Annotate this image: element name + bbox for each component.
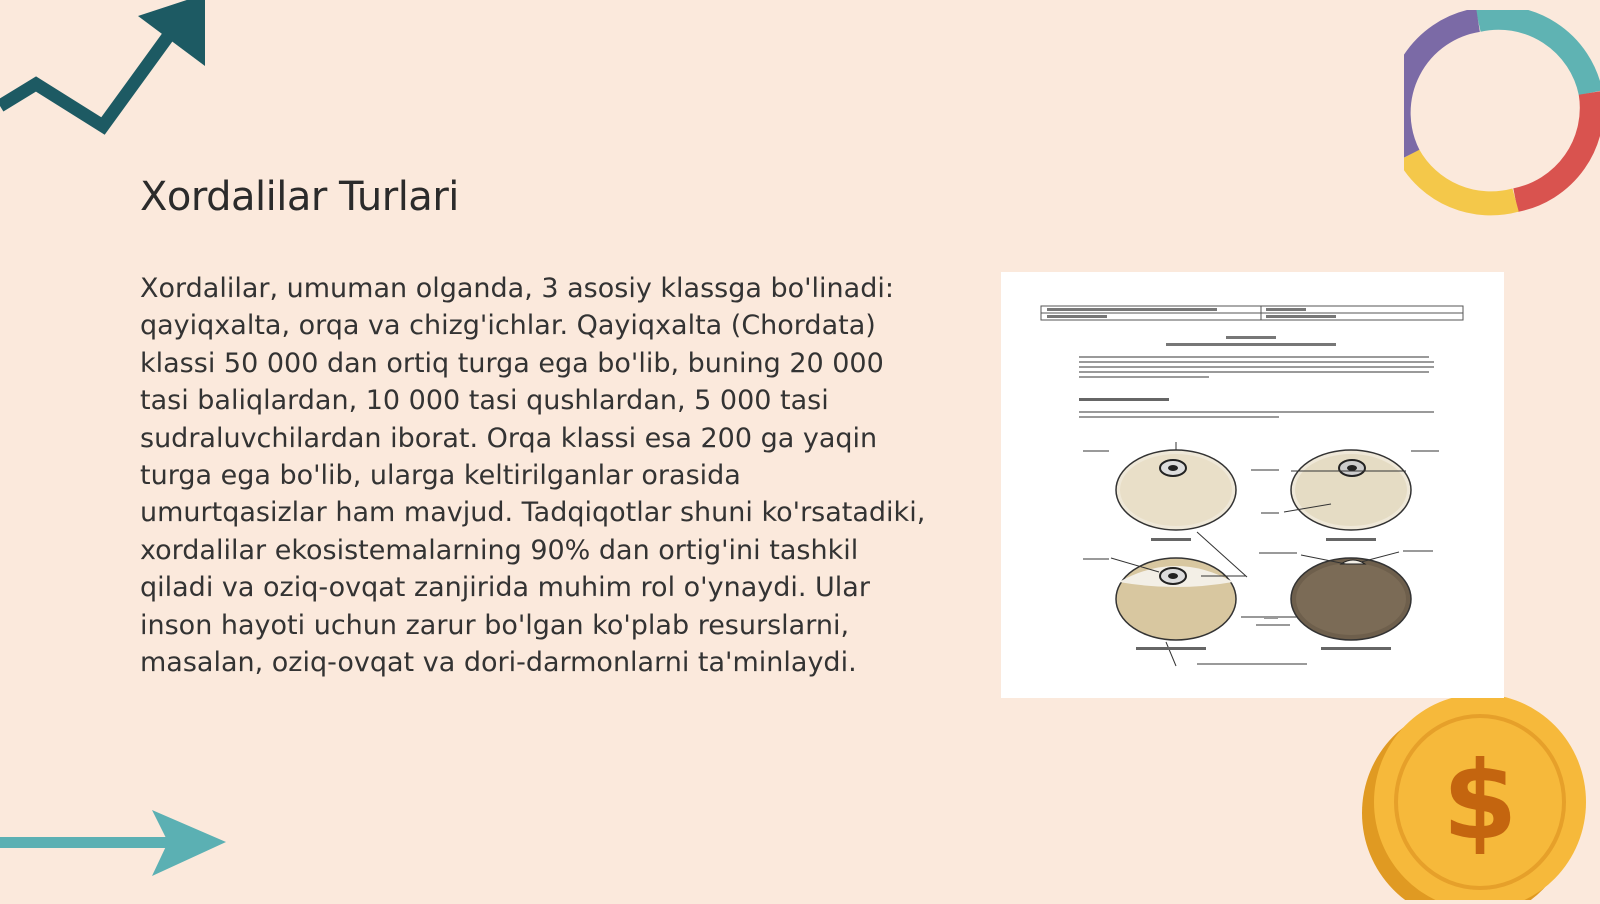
- egg-diagram-a: [1116, 442, 1236, 530]
- dollar-coin-icon: [1358, 695, 1600, 900]
- egg-diagram-c: [1111, 532, 1247, 666]
- worksheet-image: [1001, 272, 1504, 698]
- trend-up-arrow-icon: [0, 0, 215, 140]
- slide-title: Xordalilar Turlari: [140, 174, 459, 220]
- egg-diagram-d: [1241, 552, 1411, 640]
- coin-dollar-sign: $: [1442, 739, 1518, 864]
- slide-body-text: Xordalilar, umuman olganda, 3 asosiy klassga bo'linadi: qayiqxalta, orqa va chizg'ichlar. Qayiqxalta (Chordata) klassi 50 000 dan ortiq turga ega bo'lib, buning 20 000 tasi baliqlardan, 10 000 tasi qushlardan, 5 000 tasi sudraluvchilardan iborat. Orqa klassi esa 200 ga yaqin turga ega bo'lib, ularga keltirilganlar orasida umurtqasizlar ham mavjud. Tadqiqotlar shuni ko'rsatadiki, xordalilar ekosistemalarning 90% dan ortig'ini tashkil qiladi va oziq-ovqat zanjirida muhim rol o'ynaydi. Ular inson hayoti uchun zarur bo'lgan ko'plab resurslarni, masalan, oziq-ovqat va dori-darmonlarni ta'minlaydi.: [140, 273, 926, 679]
- worksheet-text-lines: [1079, 356, 1434, 418]
- egg-diagram-b: [1284, 450, 1411, 530]
- donut-ring-icon: [1404, 10, 1600, 230]
- right-arrow-icon: [0, 808, 228, 878]
